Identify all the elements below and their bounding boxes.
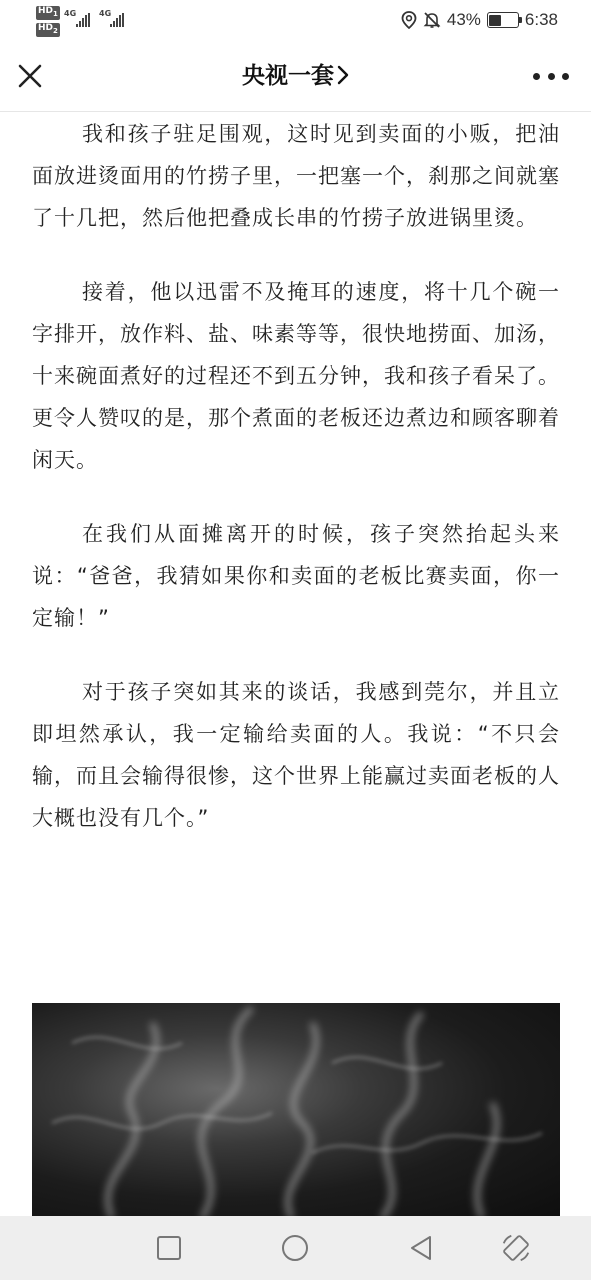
article-paragraph-4: 对于孩子突如其来的谈话，我感到莞尔，并且立即坦然承认，我一定输给卖面的人。我说：“不只会输，而且会输得很惨，这个世界上能赢过卖面老板的人大概也没有几个。” <box>32 680 560 830</box>
system-navigation-bar <box>0 1216 591 1280</box>
battery-icon <box>487 12 519 28</box>
steam-image <box>32 1003 560 1218</box>
back-button[interactable] <box>405 1232 437 1264</box>
title-bar <box>0 40 591 112</box>
rotate-button[interactable] <box>500 1232 532 1264</box>
article-paragraph-3: 在我们从面摊离开的时候，孩子突然抬起头来说：“爸爸，我猜如果你和卖面的老板比赛卖面，你一定输！” <box>32 522 560 630</box>
article-paragraph-2: 接着，他以迅雷不及掩耳的速度，将十几个碗一字排开，放作料、盐、味素等等，很快地捞面、加汤，十来碗面煮好的过程还不到五分钟，我和孩子看呆了。更令人赞叹的是，那个煮面的老板还边煮边和顾客聊着闲天。 <box>32 280 560 472</box>
recent-apps-button[interactable] <box>153 1232 185 1264</box>
home-icon <box>281 1234 309 1262</box>
chevron-right-icon <box>337 65 349 85</box>
location-icon <box>401 11 417 29</box>
article-body <box>32 113 560 871</box>
home-button[interactable] <box>279 1232 311 1264</box>
hd-badge-2: $HD_2$ <box>38 23 58 35</box>
recent-apps-icon <box>156 1235 182 1261</box>
status-right <box>401 10 558 30</box>
article-paragraph-1: 我和孩子驻足围观，这时见到卖面的小贩，把油面放进烫面用的竹捞子里，一把塞一个，刹那之间就塞了十几把，然后他把叠成长串的竹捞子放进锅里烫。 <box>32 122 560 230</box>
page-title: 央视一套 <box>242 63 334 89</box>
article-image-steam[interactable] <box>32 1003 560 1218</box>
more-icon <box>533 73 540 80</box>
more-button[interactable] <box>533 66 569 86</box>
clock: 6:38 <box>524 10 558 29</box>
status-bar <box>0 0 591 40</box>
battery-percent: 43% <box>446 10 481 29</box>
hd-badge-1: $HD_1$ <box>38 6 58 18</box>
rotate-icon <box>500 1231 532 1265</box>
signal-strength-icon <box>76 13 90 27</box>
mute-bell-icon <box>423 11 441 29</box>
account-title-link[interactable] <box>0 40 591 112</box>
signal-strength-icon-2 <box>110 13 124 27</box>
network-type-1: 4G <box>64 9 77 18</box>
back-icon <box>408 1234 434 1262</box>
network-type-2: 4G <box>99 9 112 18</box>
